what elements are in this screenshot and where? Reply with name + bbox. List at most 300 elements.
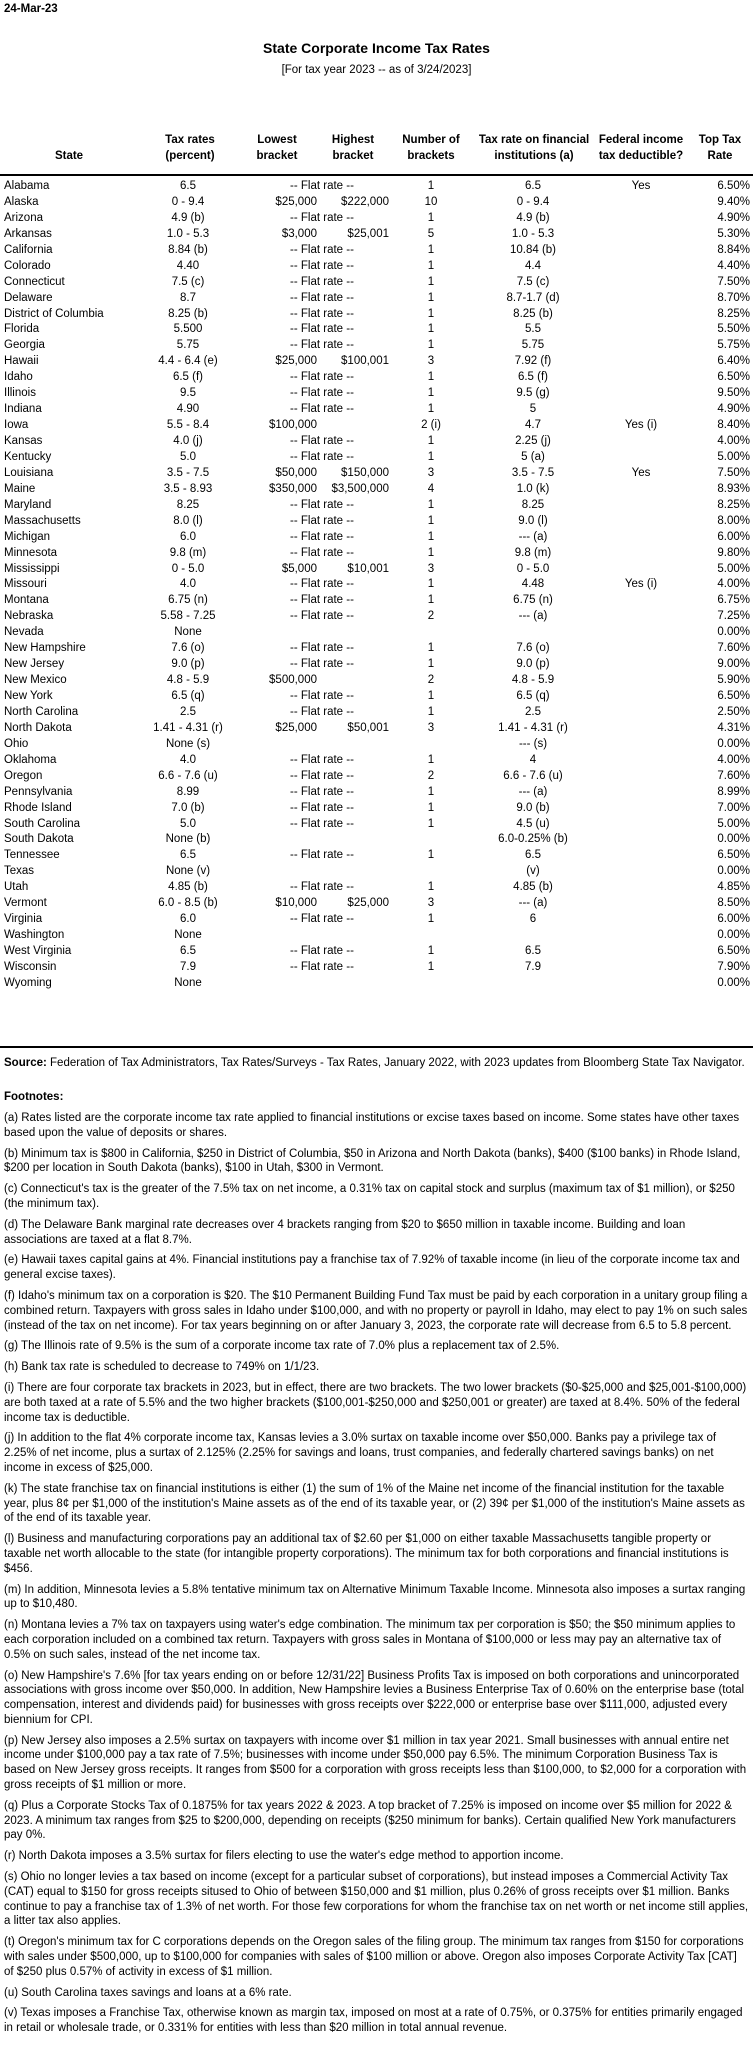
cell-state: Oregon — [4, 769, 43, 782]
cell-state: Missouri — [4, 578, 47, 591]
table-body — [0, 179, 753, 992]
table-header — [0, 104, 753, 176]
cell-number-brackets: 1 — [427, 259, 435, 272]
source-text: Federation of Tax Administrators, Tax Rates/Surveys - Tax Rates, January 2022, with 2023 updates from Bloomberg State Tax Navigator. — [46, 1057, 745, 1069]
cell-tax-rate: 7.0 (b) — [171, 801, 205, 814]
cell-top-rate: 4.31% — [717, 721, 750, 734]
cell-flat-rate: -- Flat rate -- — [290, 435, 354, 447]
cell-state: Hawaii — [4, 355, 39, 368]
cell-top-rate: 6.50% — [717, 849, 750, 862]
table-row — [0, 737, 753, 753]
table-row — [0, 912, 753, 928]
cell-state: Montana — [4, 594, 49, 607]
cell-state: Rhode Island — [4, 801, 72, 814]
cell-number-brackets: 1 — [427, 371, 435, 384]
cell-state: Texas — [4, 865, 35, 878]
cell-number-brackets: 1 — [427, 642, 435, 655]
table-row — [0, 705, 753, 721]
cell-number-brackets: 3 — [427, 466, 435, 479]
cell-state: North Dakota — [4, 721, 72, 734]
cell-top-rate: 8.50% — [717, 897, 750, 910]
cell-number-brackets: 1 — [427, 690, 435, 702]
cell-highest-bracket: $3,500,000 — [331, 482, 389, 495]
cell-financial-rate: --- (s) — [518, 737, 548, 750]
cell-financial-rate: 4 — [529, 753, 537, 766]
cell-top-rate: 6.50% — [717, 945, 750, 957]
cell-top-rate: 4.00% — [717, 435, 750, 447]
table-row — [0, 832, 753, 848]
cell-number-brackets: 3 — [427, 897, 435, 910]
footnote: (g) The Illinois rate of 9.5% is the sum of a corporate income tax rate of 7.0% plus a replacement tax of 2.5%. — [4, 1340, 560, 1353]
footnote: (k) The state franchise tax on financial institutions is either (1) the sum of 1% of the Maine net income of the financial institution for the taxable year, plus 8¢ per $1,000 of the institution's Maine assets as of the end of its taxable year, or (2) 39¢ per $1,000 of the institution's Maine assets as of the end of its taxable year. — [4, 1482, 745, 1525]
cell-state: South Dakota — [4, 833, 74, 846]
cell-lowest-bracket: $25,000 — [275, 721, 317, 734]
cell-tax-rate: 6.75 (n) — [168, 594, 208, 607]
cell-number-brackets: 3 — [427, 355, 435, 368]
cell-top-rate: 5.30% — [717, 227, 750, 240]
cell-state: Indiana — [4, 403, 42, 416]
cell-state: Arizona — [4, 211, 43, 224]
cell-top-rate: 8.93% — [717, 482, 750, 495]
cell-highest-bracket: $25,000 — [347, 897, 389, 910]
cell-state: Nevada — [4, 626, 44, 639]
footnote: (n) Montana levies a 7% tax on taxpayers using water's edge combination. The minimum tax per corporation is $50; the $50 minimum applies to each corporation included on a combined tax return. Taxpayers with gross sales in Montana of $100,000 or less may pay an alternative tax of 0.5% on such sales, instead of the net income tax. — [4, 1619, 736, 1661]
cell-financial-rate: 9.5 (g) — [516, 387, 550, 400]
cell-financial-rate: 6.6 - 7.6 (u) — [503, 769, 563, 782]
header-highest-bracket: Highest bracket — [331, 134, 375, 162]
footnote: (m) In addition, Minnesota levies a 5.8% tentative minimum tax on Alternative Minimum Taxable Income. Minnesota also imposes a surtax ranging up to $10,480. — [4, 1583, 746, 1611]
cell-highest-bracket: $150,000 — [341, 466, 389, 479]
cell-financial-rate: 9.8 (m) — [514, 546, 552, 559]
cell-financial-rate: 6.75 (n) — [513, 594, 553, 607]
report-date: 24-Mar-23 — [4, 3, 58, 15]
cell-flat-rate: -- Flat rate -- — [290, 323, 354, 336]
cell-highest-bracket: $25,001 — [347, 227, 389, 240]
cell-number-brackets: 1 — [427, 307, 435, 320]
cell-federal-deductible: Yes — [631, 466, 651, 479]
cell-flat-rate: -- Flat rate -- — [290, 642, 354, 655]
cell-top-rate: 7.60% — [717, 769, 750, 782]
cell-state: Kansas — [4, 435, 43, 447]
cell-top-rate: 5.00% — [717, 817, 750, 830]
cell-top-rate: 6.00% — [717, 913, 750, 926]
cell-top-rate: 9.00% — [717, 658, 750, 671]
cell-financial-rate: 5.75 — [521, 339, 545, 352]
cell-financial-rate: 1.0 (k) — [516, 482, 550, 495]
cell-tax-rate: 6.5 — [180, 849, 196, 862]
table-row — [0, 609, 753, 625]
cell-top-rate: 6.50% — [717, 371, 750, 384]
cell-tax-rate: 8.7 — [180, 291, 196, 304]
header-number-brackets: Number of brackets — [402, 134, 460, 162]
cell-state: Minnesota — [4, 546, 58, 559]
table-row — [0, 338, 753, 354]
cell-tax-rate: 4.4 - 6.4 (e) — [158, 355, 218, 368]
table-row — [0, 721, 753, 737]
cell-financial-rate: 7.6 (o) — [516, 642, 550, 655]
table-row — [0, 817, 753, 833]
cell-tax-rate: 4.85 (b) — [168, 881, 208, 894]
cell-top-rate: 8.25% — [717, 307, 750, 320]
table-row — [0, 322, 753, 338]
table-row — [0, 625, 753, 641]
table-row — [0, 243, 753, 259]
cell-top-rate: 8.84% — [717, 243, 750, 256]
cell-number-brackets: 1 — [427, 403, 435, 416]
cell-tax-rate: 2.5 — [180, 705, 196, 718]
cell-tax-rate: None — [174, 976, 202, 989]
cell-top-rate: 4.40% — [717, 259, 750, 272]
cell-financial-rate: (v) — [526, 865, 540, 878]
table-row — [0, 880, 753, 896]
cell-financial-rate: 3.5 - 7.5 — [511, 466, 555, 479]
cell-number-brackets: 1 — [427, 658, 435, 671]
table-row — [0, 259, 753, 275]
page-subtitle: [For tax year 2023 -- as of 3/24/2023] — [281, 64, 472, 76]
cell-flat-rate: -- Flat rate -- — [290, 546, 354, 559]
cell-financial-rate: 9.0 (b) — [516, 801, 550, 814]
cell-state: Illinois — [4, 387, 36, 400]
cell-number-brackets: 1 — [427, 339, 435, 352]
cell-number-brackets: 1 — [427, 435, 435, 447]
cell-tax-rate: 5.75 — [176, 339, 200, 352]
cell-federal-deductible: Yes (i) — [624, 419, 658, 432]
cell-flat-rate: -- Flat rate -- — [290, 594, 354, 607]
footnote: (r) North Dakota imposes a 3.5% surtax for filers electing to use the water's edge method to apportion income. — [4, 1850, 564, 1863]
cell-top-rate: 8.40% — [717, 419, 750, 432]
cell-state: Utah — [4, 881, 29, 894]
cell-lowest-bracket: $25,000 — [275, 195, 317, 208]
header-federal-deductible: Federal income tax deductible? — [598, 134, 684, 162]
cell-tax-rate: 6.5 — [180, 945, 196, 957]
cell-state: Maryland — [4, 498, 52, 511]
cell-flat-rate: -- Flat rate -- — [290, 913, 354, 926]
cell-state: Tennessee — [4, 849, 60, 862]
cell-flat-rate: -- Flat rate -- — [290, 849, 354, 862]
cell-top-rate: 4.90% — [717, 211, 750, 224]
cell-top-rate: 8.00% — [717, 514, 750, 527]
table-row — [0, 466, 753, 482]
cell-highest-bracket: $50,001 — [347, 721, 389, 734]
cell-flat-rate: -- Flat rate -- — [290, 530, 354, 543]
cell-financial-rate: 2.5 — [525, 705, 541, 718]
cell-top-rate: 9.50% — [717, 387, 750, 400]
cell-flat-rate: -- Flat rate -- — [290, 180, 354, 192]
cell-top-rate: 7.90% — [717, 960, 750, 973]
table-row — [0, 960, 753, 976]
footnote: (c) Connecticut's tax is the greater of the 7.5% tax on net income, a 0.31% tax on capital stock and surplus (maximum tax of $1 million), or $250 (the minimum tax). — [4, 1183, 735, 1210]
cell-financial-rate: 6.5 (f) — [517, 371, 549, 384]
cell-top-rate: 5.75% — [717, 339, 750, 352]
cell-number-brackets: 1 — [427, 849, 435, 862]
cell-flat-rate: -- Flat rate -- — [290, 705, 354, 718]
cell-top-rate: 7.60% — [717, 642, 750, 655]
cell-financial-rate: 6.5 — [525, 849, 541, 862]
cell-number-brackets: 5 — [427, 227, 435, 240]
cell-financial-rate: 9.0 (l) — [518, 514, 548, 527]
table-row — [0, 211, 753, 227]
cell-tax-rate: None (b) — [165, 833, 211, 846]
table-row — [0, 577, 753, 593]
cell-tax-rate: 8.25 — [176, 498, 200, 511]
cell-top-rate: 7.50% — [717, 275, 750, 288]
cell-financial-rate: 4.48 — [521, 578, 545, 591]
cell-state: Colorado — [4, 259, 51, 272]
table-row — [0, 546, 753, 562]
cell-financial-rate: 8.7-1.7 (d) — [506, 291, 560, 304]
table-row — [0, 928, 753, 944]
cell-flat-rate: -- Flat rate -- — [290, 785, 354, 798]
cell-flat-rate: -- Flat rate -- — [290, 690, 354, 702]
footnote: (s) Ohio no longer levies a tax based on income (except for a particular subset of corporations), but instead imposes a Commercial Activity Tax (CAT) equal to $150 for gross receipts sitused to Ohio of between $150,000 and $1 million, plus 0.26% of gross receipts over $1 million. Banks continue to pay a franchise tax of 1.3% of net worth. For those few corporations for whom the franchise tax on net worth or net income still applies, a litter tax also applies. — [4, 1871, 749, 1928]
table-row — [0, 354, 753, 370]
cell-flat-rate: -- Flat rate -- — [290, 259, 354, 272]
cell-financial-rate: 7.9 — [525, 960, 541, 973]
cell-flat-rate: -- Flat rate -- — [290, 307, 354, 320]
footnote: (q) Plus a Corporate Stocks Tax of 0.1875% for tax years 2022 & 2023. A top bracket of 7.25% is imposed on income over $5 million for 2022 & 2023. A minimum tax ranges from $25 to $200,000, depending on receipts ($250 minimum for banks). Certain qualified New York manufacturers pay 0%. — [4, 1799, 736, 1842]
cell-state: Pennsylvania — [4, 785, 73, 798]
table-row — [0, 657, 753, 673]
footnotes-heading: Footnotes: — [4, 1091, 64, 1103]
cell-top-rate: 8.25% — [717, 498, 750, 511]
cell-number-brackets: 2 (i) — [421, 419, 441, 432]
cell-top-rate: 0.00% — [717, 929, 750, 942]
table-row — [0, 864, 753, 880]
table-row — [0, 179, 753, 195]
cell-top-rate: 0.00% — [717, 865, 750, 878]
cell-financial-rate: 0 - 5.0 — [516, 562, 550, 575]
cell-financial-rate: 4.8 - 5.9 — [511, 674, 555, 687]
footnote: (u) South Carolina taxes savings and loans at a 6% rate. — [4, 1986, 292, 1999]
footnotes-list — [4, 1111, 749, 2042]
cell-flat-rate: -- Flat rate -- — [290, 498, 354, 511]
table-row — [0, 641, 753, 657]
cell-tax-rate: 4.0 (j) — [173, 435, 203, 447]
cell-top-rate: 7.50% — [717, 466, 750, 479]
cell-number-brackets: 1 — [427, 945, 435, 957]
cell-tax-rate: 6.0 - 8.5 (b) — [158, 897, 218, 910]
cell-top-rate: 5.90% — [717, 674, 750, 687]
cell-number-brackets: 1 — [427, 498, 435, 511]
cell-number-brackets: 1 — [427, 211, 435, 224]
cell-highest-bracket: $10,001 — [347, 562, 389, 575]
cell-state: Georgia — [4, 339, 45, 352]
cell-flat-rate: -- Flat rate -- — [290, 578, 354, 591]
cell-top-rate: 6.50% — [717, 180, 750, 192]
cell-top-rate: 6.00% — [717, 530, 750, 543]
footnote: (v) Texas imposes a Franchise Tax, otherwise known as margin tax, imposed on most at a rate of 0.75%, or 0.375% for entities primarily engaged in retail or wholesale trade, or 0.331% for entities with less than $20 million in total annual revenue. — [4, 2007, 743, 2035]
table-row — [0, 896, 753, 912]
cell-financial-rate: 9.0 (p) — [516, 658, 550, 671]
cell-financial-rate: 6.5 — [525, 945, 541, 957]
cell-flat-rate: -- Flat rate -- — [290, 817, 354, 830]
cell-flat-rate: -- Flat rate -- — [290, 960, 354, 973]
table-row — [0, 482, 753, 498]
cell-state: Louisiana — [4, 466, 54, 479]
footnote: (d) The Delaware Bank marginal rate decreases over 4 brackets ranging from $20 to $650 million in taxable income. Building and loan associations are taxed at a flat 8.7%. — [4, 1218, 686, 1246]
cell-financial-rate: --- (a) — [518, 610, 548, 623]
cell-lowest-bracket: $25,000 — [275, 355, 317, 368]
cell-top-rate: 8.70% — [717, 291, 750, 304]
cell-state: Iowa — [4, 419, 29, 432]
footnote: (h) Bank tax rate is scheduled to decrease to 749% on 1/1/23. — [4, 1361, 320, 1374]
cell-tax-rate: 9.8 (m) — [169, 546, 207, 559]
table-row — [0, 418, 753, 434]
page-title: State Corporate Income Tax Rates — [263, 40, 490, 56]
cell-federal-deductible: Yes — [631, 180, 651, 192]
source-label: Source: — [4, 1057, 47, 1069]
cell-state: Alabama — [4, 180, 50, 192]
header-lowest-bracket: Lowest bracket — [256, 134, 298, 162]
cell-number-brackets: 1 — [427, 291, 435, 304]
cell-federal-deductible: Yes (i) — [624, 578, 658, 591]
cell-financial-rate: 4.5 (u) — [516, 817, 550, 830]
cell-state: Maine — [4, 482, 36, 495]
table-row — [0, 801, 753, 817]
cell-financial-rate: 4.85 (b) — [513, 881, 553, 894]
cell-number-brackets: 1 — [427, 881, 435, 894]
cell-tax-rate: 6.0 — [180, 913, 196, 926]
cell-financial-rate: 5 (a) — [521, 450, 545, 463]
cell-top-rate: 0.00% — [717, 976, 750, 989]
cell-number-brackets: 2 — [427, 769, 435, 782]
cell-tax-rate: 4.90 — [176, 403, 200, 416]
cell-state: South Carolina — [4, 817, 81, 830]
table-row — [0, 450, 753, 466]
cell-lowest-bracket: $5,000 — [281, 562, 317, 575]
cell-number-brackets: 1 — [427, 960, 435, 973]
table-row — [0, 434, 753, 450]
footnote: (a) Rates listed are the corporate income tax rate applied to financial institutions or excise taxes based on income. Some states have other taxes based upon the value of deposits or shares. — [4, 1112, 740, 1139]
cell-number-brackets: 1 — [427, 275, 435, 288]
cell-state: New Hampshire — [4, 642, 86, 655]
table-row — [0, 195, 753, 211]
cell-flat-rate: -- Flat rate -- — [290, 753, 354, 766]
cell-highest-bracket: $222,000 — [341, 195, 389, 208]
cell-top-rate: 5.00% — [717, 562, 750, 575]
footnote: (f) Idaho's minimum tax on a corporation is $20. The $10 Permanent Building Fund Tax must be paid by each corporation in a unitary group filing a combined return. Taxpayers with gross sales in Idaho under $100,000, and with no property or payroll in Idaho, may elect to pay 1% on such sales (instead of the tax on net income). For tax years beginning on or after January 3, 2023, the corporate rate will decrease from 6.5 to 5.8 percent. — [4, 1289, 748, 1332]
cell-tax-rate: 4.40 — [176, 259, 200, 272]
cell-flat-rate: -- Flat rate -- — [290, 658, 354, 671]
cell-tax-rate: 3.5 - 8.93 — [163, 482, 213, 495]
table-row — [0, 976, 753, 992]
footnote: (b) Minimum tax is $800 in California, $250 in District of Columbia, $50 in Arizona and North Dakota (banks), $400 ($100 banks) in Rhode Island, $200 per location in South Dakota (banks), $100 in Utah, $300 in Vermont. — [4, 1147, 741, 1175]
cell-tax-rate: 4.0 — [180, 578, 196, 591]
cell-top-rate: 4.90% — [717, 403, 750, 416]
cell-top-rate: 5.00% — [717, 450, 750, 463]
cell-tax-rate: 6.5 (q) — [171, 690, 205, 702]
cell-flat-rate: -- Flat rate -- — [290, 339, 354, 352]
cell-number-brackets: 3 — [427, 562, 435, 575]
cell-state: Nebraska — [4, 610, 54, 623]
cell-tax-rate: 7.9 — [180, 960, 196, 973]
cell-lowest-bracket: $10,000 — [275, 897, 317, 910]
cell-financial-rate: --- (a) — [518, 897, 548, 910]
cell-flat-rate: -- Flat rate -- — [290, 275, 354, 288]
cell-top-rate: 6.40% — [717, 355, 750, 368]
cell-tax-rate: None — [174, 626, 202, 639]
cell-number-brackets: 1 — [427, 594, 435, 607]
cell-state: California — [4, 243, 53, 256]
cell-tax-rate: 7.5 (c) — [171, 275, 205, 288]
cell-tax-rate: 5.0 — [180, 817, 196, 830]
cell-state: Oklahoma — [4, 753, 57, 766]
cell-flat-rate: -- Flat rate -- — [290, 243, 354, 256]
table-row — [0, 275, 753, 291]
cell-flat-rate: -- Flat rate -- — [290, 403, 354, 416]
cell-lowest-bracket: $100,000 — [269, 419, 317, 432]
table-row — [0, 769, 753, 785]
cell-state: Mississippi — [4, 562, 60, 575]
cell-financial-rate: 7.5 (c) — [516, 275, 550, 288]
cell-tax-rate: 0 - 9.4 — [171, 195, 205, 208]
cell-state: New Jersey — [4, 658, 65, 671]
table-row — [0, 498, 753, 514]
cell-tax-rate: 3.5 - 7.5 — [166, 466, 210, 479]
footnote: (p) New Jersey also imposes a 2.5% surtax on taxpayers with income over $1 million in tax year 2021. Small businesses with annual entire net income under $100,000 pay a tax rate of 7.5%; businesses with income under $50,000 pay 6.5%. The minimum Corporation Business Tax is based on New Jersey gross receipts. It ranges from $500 for a corporation with gross receipts less than $100,000, to $2,000 for a corporation with gross receipts of $1 million or more. — [4, 1734, 747, 1792]
cell-top-rate: 2.50% — [717, 705, 750, 718]
cell-state: Michigan — [4, 530, 51, 543]
cell-number-brackets: 1 — [427, 546, 435, 559]
cell-financial-rate: 5.5 — [525, 323, 541, 336]
cell-state: Connecticut — [4, 275, 65, 288]
cell-tax-rate: 6.0 — [180, 530, 196, 543]
cell-number-brackets: 4 — [427, 482, 435, 495]
footnote: (e) Hawaii taxes capital gains at 4%. Financial institutions pay a franchise tax of 7.92% of taxable income (in lieu of the corporate income tax and general excise taxes). — [4, 1254, 740, 1282]
cell-flat-rate: -- Flat rate -- — [290, 387, 354, 400]
table-row — [0, 753, 753, 769]
header-top-rate: Top Tax Rate — [698, 134, 742, 162]
cell-tax-rate: 4.0 — [180, 753, 196, 766]
cell-tax-rate: 5.5 - 8.4 — [166, 419, 210, 432]
cell-financial-rate: 5 — [529, 403, 537, 416]
cell-tax-rate: 8.25 (b) — [168, 307, 208, 320]
cell-number-brackets: 2 — [427, 610, 435, 623]
cell-number-brackets: 1 — [427, 243, 435, 256]
cell-top-rate: 0.00% — [717, 626, 750, 639]
cell-number-brackets: 1 — [427, 817, 435, 830]
cell-number-brackets: 1 — [427, 530, 435, 543]
cell-financial-rate: 2.25 (j) — [515, 435, 551, 447]
cell-tax-rate: 4.8 - 5.9 — [166, 674, 210, 687]
table-row — [0, 944, 753, 960]
cell-financial-rate: 8.25 — [521, 498, 545, 511]
cell-state: Idaho — [4, 371, 33, 384]
cell-tax-rate: 0 - 5.0 — [171, 562, 205, 575]
cell-financial-rate: --- (a) — [518, 785, 548, 798]
header-state: State — [54, 150, 84, 162]
cell-state: New York — [4, 690, 53, 702]
cell-state: New Mexico — [4, 674, 67, 687]
cell-state: Massachusetts — [4, 514, 81, 527]
cell-flat-rate: -- Flat rate -- — [290, 881, 354, 894]
footnote: (i) There are four corporate tax brackets in 2023, but in effect, there are two brackets. The two lower brackets ($0-$25,000 and $25,001-$100,000) are both taxed at a rate of 5.5% and the two higher brackets ($100,001-$250,000 and $250,001 or greater) are taxed at 8.4%. 50% of the federal income tax is deductible. — [4, 1381, 747, 1424]
cell-top-rate: 6.50% — [717, 690, 750, 702]
cell-flat-rate: -- Flat rate -- — [290, 371, 354, 384]
table-row — [0, 307, 753, 323]
cell-financial-rate: 4.7 — [525, 419, 541, 432]
header-tax-rates: Tax rates (percent) — [165, 134, 215, 162]
cell-number-brackets: 1 — [427, 514, 435, 527]
cell-state: Ohio — [4, 737, 29, 750]
table-row — [0, 848, 753, 864]
cell-flat-rate: -- Flat rate -- — [290, 450, 354, 463]
cell-state: Arkansas — [4, 227, 52, 240]
cell-top-rate: 0.00% — [717, 737, 750, 750]
cell-highest-bracket: $100,001 — [341, 355, 389, 368]
table-row — [0, 530, 753, 546]
cell-tax-rate: 9.5 — [180, 387, 196, 400]
